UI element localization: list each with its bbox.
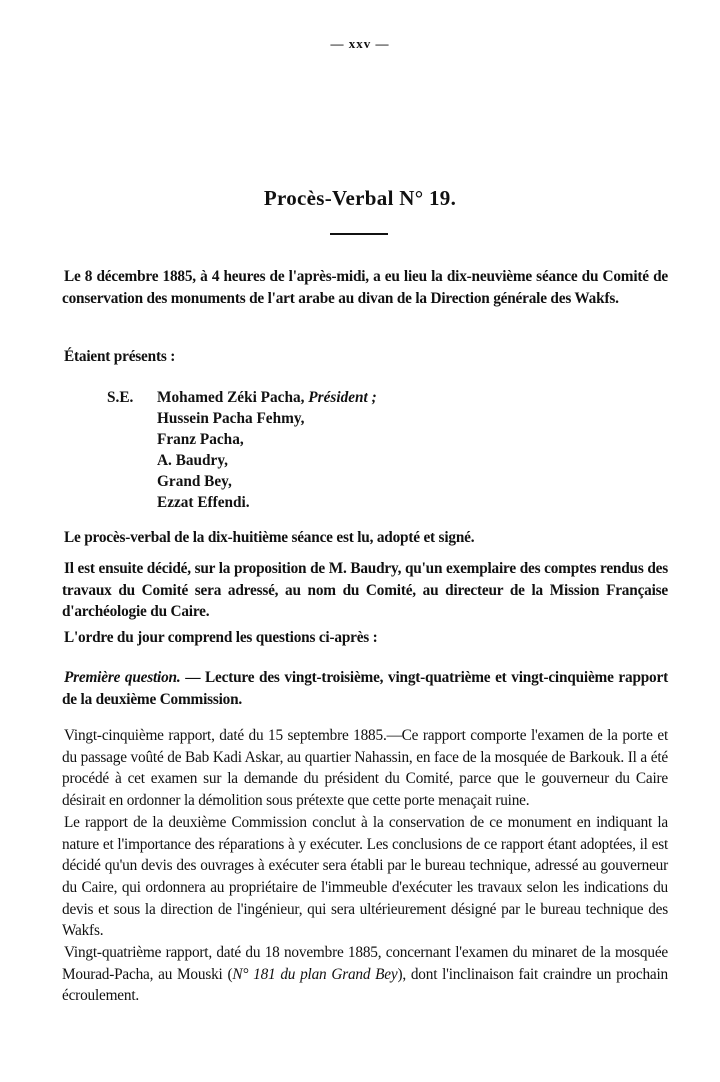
page-number: — xxv —	[330, 36, 390, 51]
attendee-item	[107, 450, 377, 471]
attendee-name: Hussein Pacha Fehmy,	[157, 410, 305, 427]
report-25-conclusion: Le rapport de la deuxième Commission conclut à la conservation de ce monument en indiquant la nature et l'importance des réparations à y exécuter. Les conclusions de ce rapport étant adoptées, il est décidé qu'un devis des ouvrages à exécuter sera établi par le bureau technique, adressé au gouverneur du Caire, qui ordonnera au propriétaire de l'immeuble d'exécuter les travaux selon les indications du devis et sous la direction de l'ingénieur, qui sera ultérieurement désigné par le bureau technique des Wakfs.	[62, 813, 668, 940]
attendee-name: A. Baudry,	[157, 452, 228, 469]
first-question-paragraph	[62, 667, 668, 710]
attendee-item	[107, 387, 377, 408]
attendee-name: Mohamed Zéki Pacha,	[157, 389, 305, 406]
minutes-paragraph: Le procès-verbal de la dix-huitième séance est lu, adopté et signé.	[64, 529, 475, 546]
attendee-name: Ezzat Effendi.	[157, 494, 250, 511]
present-label: Étaient présents :	[64, 348, 176, 365]
attendee-item	[107, 429, 377, 450]
attendee-item	[107, 408, 377, 429]
attendee-role: Président ;	[308, 389, 377, 406]
decision-paragraph: Il est ensuite décidé, sur la proposition de M. Baudry, qu'un exemplaire des comptes rendus des travaux du Comité sera adressé, au nom du Comité, au directeur de la Mission Française d'archéologie du Caire.	[62, 560, 668, 621]
report-24-text: Vingt-quatrième rapport, daté du 18 novembre 1885, concernant l'examen du minaret de la mosquée Mourad-Pacha, au Mouski (	[62, 944, 668, 983]
attendee-list	[107, 387, 377, 513]
intro-paragraph: Le 8 décembre 1885, à 4 heures de l'après-midi, a eu lieu la dix-neuvième séance du Comité de conservation des monuments de l'art arabe au divan de la Direction générale des Wakfs.	[62, 268, 668, 307]
attendee-name: Grand Bey,	[157, 473, 232, 490]
question-text: — Lecture des vingt-troisième, vingt-quatrième et vingt-cinquième rapport de la deuxième Commission.	[62, 669, 668, 708]
honorific: S.E.	[107, 389, 134, 406]
attendee-item	[107, 471, 377, 492]
question-label: Première question.	[64, 669, 181, 686]
report-25-paragraph: Vingt-cinquième rapport, daté du 15 septembre 1885.—Ce rapport comporte l'examen de la porte et du passage voûté de Bab Kadi Askar, au quartier Nahassin, en face de la mosquée de Barkouk. Il a été procédé à cet examen sur la demande du président du Comité, parce que le gouverneur du Caire désirait en ordonner la démolition sous prétexte que cette porte menaçait ruine.	[62, 727, 668, 810]
attendee-item	[107, 492, 377, 513]
report-24-paragraph	[62, 942, 668, 1007]
plan-reference: N° 181 du plan Grand Bey	[232, 965, 398, 983]
attendee-name: Franz Pacha,	[157, 431, 244, 448]
page-title: Procès-Verbal N° 19.	[263, 186, 457, 210]
agenda-paragraph: L'ordre du jour comprend les questions ci-après :	[64, 629, 378, 646]
reports-section	[62, 725, 668, 1007]
title-divider	[330, 233, 388, 235]
report-24-text-end: ), dont l'inclinaison fait craindre un prochain écroulement.	[62, 965, 668, 1005]
